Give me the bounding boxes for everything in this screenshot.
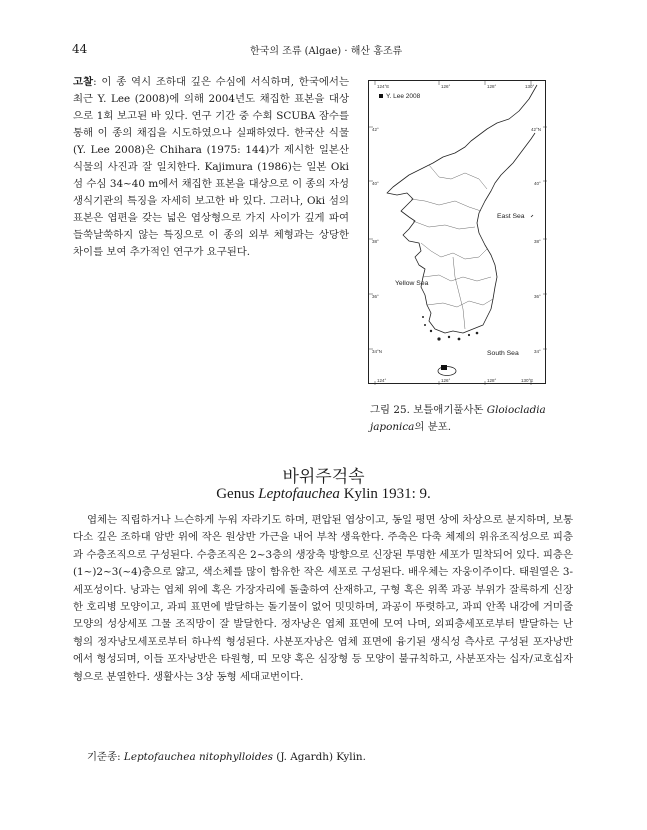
lat-right-5: 34°: [534, 349, 541, 354]
figure-caption: [370, 402, 580, 436]
lon-bottom-3: 128°: [487, 378, 497, 383]
korea-map-svg: [369, 81, 547, 385]
genus-korean-title: 바위주걱속: [282, 467, 365, 487]
genus-name: Leptofauchea: [258, 486, 340, 502]
lat-right-4: 36°: [534, 294, 541, 299]
genus-prefix: Genus: [216, 486, 259, 502]
lon-bottom-1: 124°: [377, 378, 387, 383]
caption-prefix: 그림 25. 보틀애기풀사돈: [370, 404, 487, 416]
genus-description: [73, 512, 573, 686]
caption-suffix: 의 분포.: [414, 421, 452, 433]
lat-left-4: 36°: [372, 294, 379, 299]
east-sea-label: East Sea: [497, 213, 525, 220]
lat-left-5: 34°N: [372, 349, 383, 354]
lat-right-3: 38°: [534, 239, 541, 244]
caption-species: Gloiocladia japonica: [370, 404, 546, 433]
description-paragraph: 엽체는 직립하거나 느슨하게 누워 자라기도 하며, 편압된 엽상이고, 동일 평면 상에 차상으로 분지하며, 보통 다소 깊은 조하대 암반 위에 작은 원상반 가근을 내어 부착 생육한다. 주축은 다축 체제의 위유조직성으로 피층과 수층조직으로 구성된다. 수층조직은 2~3층의 생장축 방향으로 신장된 투명한 세포가 밀착되어 있다. 피층은(1~)2~3(~4)층으로 얇고, 색소체를 많이 함유한 작은 세포로 구성된다. 배우체는 자웅이주이다. 태원열은 3-세포성이다. 낭과는 엽체 위에 혹은 가장자리에 돌출하여 산재하고, 구형 혹은 위쪽 과공 부위가 잘록하게 신장한 호리병 모양이고, 과피 표면에 발달하는 돌기물이 없어 밋밋하며, 과공이 뚜렷하고, 과피 안쪽 내강에 거미줄 모양의 성상세포 그물 조직망이 잘 발달한다. 정자낭은 엽체 표면에 모여 나며, 외피층세포로부터 발달하는 난형의 정자낭모세포로부터 하나씩 형성된다. 사분포자낭은 엽체 표면에 융기된 생식성 측사로 구성된 포자낭반에서 형성되며, 이들 포자낭반은 타원형, 띠 모양 혹은 심장형 등 모양이 불규칙하고, 사분포자는 십자/교호십자형으로 분열한다. 생활사는 3상 동형 세대교번이다.: [73, 514, 573, 683]
genus-heading: [0, 486, 647, 503]
lon-top-1: 124°E: [377, 84, 390, 89]
genus-author: Kylin 1931: 9.: [339, 486, 431, 502]
legend-marker: [379, 94, 383, 98]
remark-paragraph: [73, 74, 349, 261]
type-species-name: Leptofauchea nitophylloides: [123, 751, 273, 763]
type-species-label: 기준종:: [87, 751, 124, 763]
lat-left-1: 42°: [372, 127, 379, 132]
south-sea-label: South Sea: [487, 350, 519, 357]
ulleung-island: [531, 215, 533, 217]
distribution-map: [368, 80, 546, 384]
remark-text: : 이 종 역시 조하대 깊은 수심에 서식하며, 한국에서는 최근 Y. Lee (2008)에 의해 2004년도 채집한 표본을 대상으로 1회 보고된 바 있다. 연구 기간 중 수회 SCUBA 잠수를 통해 이 종의 채집을 시도하였으나 실패하였다. 한국산 식물(Y. Lee 2008)은 Chihara (1975: 144)가 제시한 일본산 식물의 사진과 잘 일치한다. Kajimura (1986)는 일본 Oki섬 수심 34~40 m에서 채집한 표본을 대상으로 이 종의 자성생식기관의 특징을 자세히 보고한 바 있다. 그러나, Oki 섬의 표본은 엽편을 갖는 넓은 엽상형으로 가지 사이가 깊게 파여 들쑥날쑥하지 않는 특징으로 이 종의 외부 체형과는 상당한 차이를 보여 추가적인 연구가 요구된다.: [73, 76, 349, 258]
lon-top-4: 130°: [525, 84, 535, 89]
legend-label: Y. Lee 2008: [386, 93, 421, 100]
southern-islands: [422, 316, 478, 341]
page-number: 44: [72, 42, 88, 56]
lat-right-1: 42°N: [531, 127, 542, 132]
lon-top-2: 126°: [441, 84, 451, 89]
lat-left-2: 40°: [372, 181, 379, 186]
yellow-sea-label: Yellow Sea: [395, 280, 429, 287]
lon-bottom-4: 130°E: [521, 378, 534, 383]
collection-site-marker: [441, 365, 447, 370]
running-title: 한국의 조류 (Algae) · 해산 홍조류: [250, 46, 403, 57]
lat-left-3: 38°: [372, 239, 379, 244]
type-species-author: (J. Agardh) Kylin.: [272, 751, 366, 763]
lon-bottom-2: 126°: [441, 378, 451, 383]
lon-top-3: 128°: [487, 84, 497, 89]
province-borders: [411, 165, 493, 329]
lat-right-2: 40°: [534, 181, 541, 186]
type-species-line: [87, 748, 366, 763]
korean-peninsula-outline: [387, 85, 537, 333]
remark-label: 고찰: [73, 76, 94, 88]
